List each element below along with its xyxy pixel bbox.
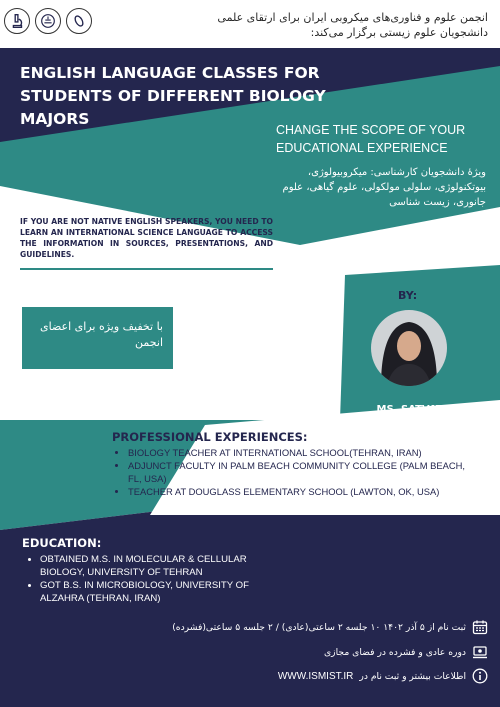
bacteria-logo (66, 8, 92, 34)
notice-divider (20, 268, 273, 270)
format-text: دوره عادی و فشرده در فضای مجازی (323, 646, 466, 658)
schedule-row (148, 619, 488, 635)
page-title: ENGLISH LANGUAGE CLASSES FOR STUDENTS OF DIFFERENT BIOLOGY MAJORS (20, 64, 326, 128)
schedule-text: ثبت نام از ۵ آذر ۱۴۰۲ ۱۰ جلسه ۲ ساعتی(عادی) / ۲ جلسه ۵ ساعتی(فشرده) (172, 621, 466, 633)
face-shape (397, 331, 421, 361)
more-info-label: اطلاعات بیشتر و ثبت نام در (359, 670, 466, 682)
more-info-row (278, 668, 488, 684)
header-logos (4, 8, 92, 34)
calendar-icon (472, 619, 488, 635)
list-item: • GOT B.S. IN MICROBIOLOGY, UNIVERSITY OF ALZAHRA (TEHRAN, IRAN) (40, 579, 290, 605)
education-list (22, 553, 290, 605)
online-course-icon (472, 644, 488, 660)
by-label: BY: (398, 289, 418, 302)
experience-list (112, 446, 478, 498)
university-seal-logo (35, 8, 61, 34)
microscope-logo (4, 8, 30, 34)
member-discount-box: با تخفیف ویژه برای اعضای انجمن (22, 307, 173, 369)
website-link[interactable]: WWW.ISMIST.IR (277, 670, 354, 682)
list-item: • ADJUNCT FACULTY IN PALM BEACH COMMUNITY COLLEGE (PALM BEACH, FL, USA) (128, 459, 478, 485)
target-audience: ویژهٔ دانشجویان کارشناسی: میکروبیولوژی، بیوتکنولوژی، سلولی مولکولی، علوم گیاهی، علوم جانوری، زیست شناسی (282, 167, 486, 208)
format-row (324, 644, 488, 660)
education-heading: EDUCATION: (22, 536, 102, 550)
list-item: • BIOLOGY TEACHER AT INTERNATIONAL SCHOOL(TEHRAN, IRAN) (128, 446, 478, 459)
native-speaker-notice: IF YOU ARE NOT NATIVE ENGLISH SPEAKERS, YOU NEED TO LEARN AN INTERNATIONAL SCIENCE LANGUAGE TO ACCESS THE INFORMATION IN SOURCES, PRESENTATIONS, AND GUIDELINES. (20, 217, 273, 259)
organizer-text: انجمن علوم و فناوری‌های میکروبی ایران برای ارتقای علمی دانشجویان علوم زیستی برگزار می‌کند: (217, 11, 488, 39)
list-item: • TEACHER AT DOUGLASS ELEMENTARY SCHOOL (LAWTON, OK, USA) (128, 485, 478, 498)
subtitle: CHANGE THE SCOPE OF YOUR EDUCATIONAL EXPERIENCE (276, 123, 466, 155)
info-icon (472, 668, 488, 684)
experience-heading: PROFESSIONAL EXPERIENCES: (112, 430, 308, 444)
instructor-name: MS. SATVAT-MANESH (376, 404, 446, 430)
list-item: • OBTAINED M.S. IN MOLECULAR & CELLULAR BIOLOGY, UNIVERSITY OF TEHRAN (40, 553, 290, 579)
instructor-photo (371, 310, 447, 386)
